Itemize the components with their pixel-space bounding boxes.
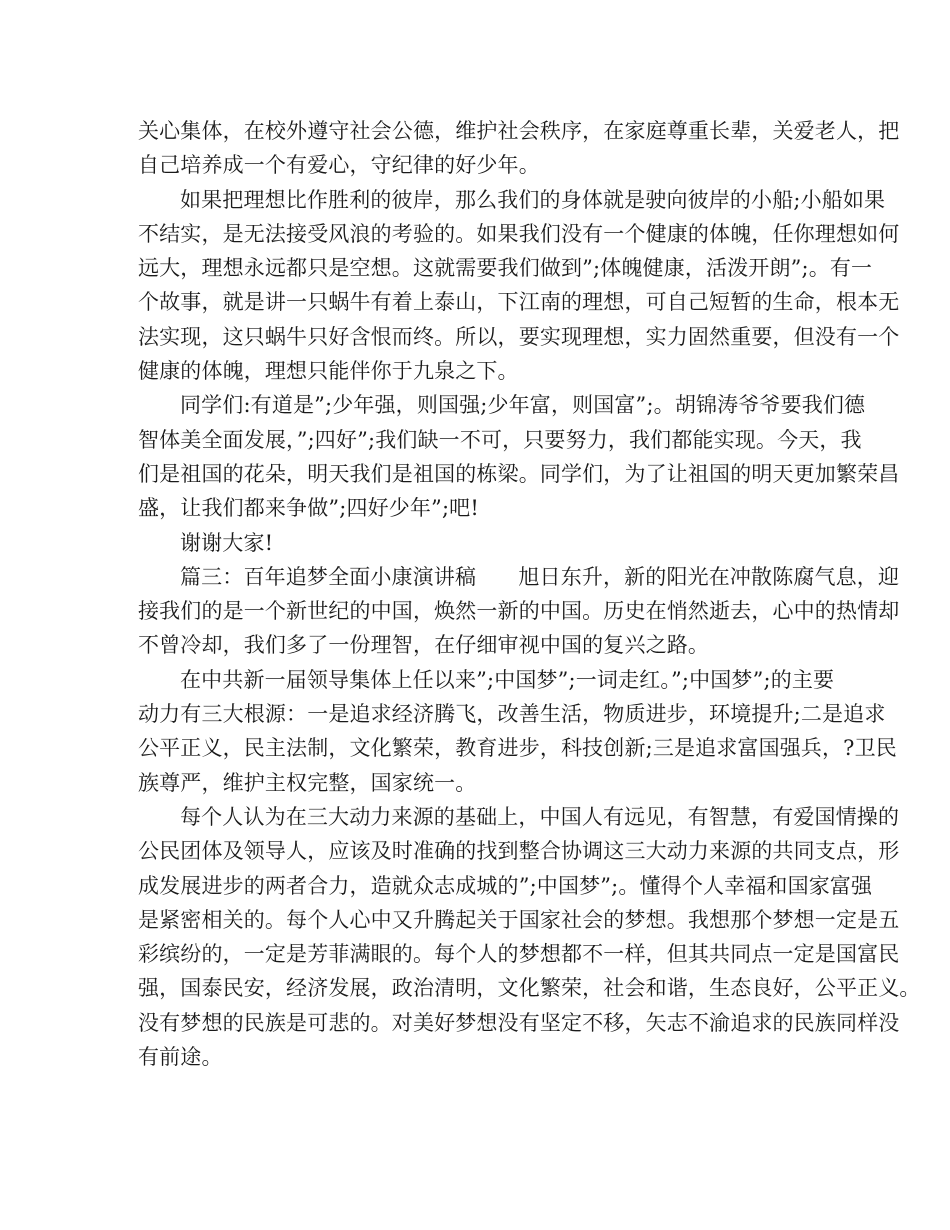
text-line: 强，国泰民安，经济发展，政治清明，文化繁荣，社会和谐，生态良好，公平正义。	[138, 976, 921, 1001]
text-line: 是紧密相关的。每个人心中又升腾起关于国家社会的梦想。我想那个梦想一定是五	[138, 907, 900, 932]
paragraph	[138, 560, 900, 663]
text-line: 谢谢大家!	[180, 530, 274, 555]
paragraph	[138, 114, 900, 183]
text-line: 智体美全面发展，”;四好”;我们缺一不可，只要努力，我们都能实现。今天，我	[138, 427, 862, 452]
paragraph	[138, 388, 900, 525]
text-line: 成发展进步的两者合力，造就众志成城的”;中国梦”;。懂得个人幸福和国家富强	[138, 873, 873, 898]
paragraph	[138, 183, 900, 389]
text-line: 法实现，这只蜗牛只好含恨而终。所以，要实现理想，实力固然重要，但没有一个	[138, 324, 900, 349]
text-line: 不曾冷却，我们多了一份理智，在仔细审视中国的复兴之路。	[138, 633, 710, 658]
text-line: 不结实，是无法接受风浪的考验的。如果我们没有一个健康的体魄，任你理想如何	[138, 221, 900, 246]
text-line: 们是祖国的花朵，明天我们是祖国的栋梁。同学们，为了让祖国的明天更加繁荣昌	[138, 461, 900, 486]
text-line: 族尊严，维护主权完整，国家统一。	[138, 770, 477, 795]
text-line: 彩缤纷的，一定是芳菲满眼的。每个人的梦想都不一样，但其共同点一定是国富民	[138, 942, 900, 967]
text-line: 如果把理想比作胜利的彼岸，那么我们的身体就是驶向彼岸的小船;小船如果	[180, 187, 886, 212]
text-line: 篇三：百年追梦全面小康演讲稿 旭日东升，新的阳光在冲散陈腐气息，迎	[180, 564, 900, 589]
text-line: 没有梦想的民族是可悲的。对美好梦想没有坚定不移，矢志不渝追求的民族同样没	[138, 1010, 900, 1035]
text-line: 自己培养成一个有爱心，守纪律的好少年。	[138, 153, 540, 178]
document-body	[138, 114, 921, 1074]
text-line: 动力有三大根源：一是追求经济腾飞，改善生活，物质进步，环境提升;二是追求	[138, 702, 886, 727]
text-line: 接我们的是一个新世纪的中国，焕然一新的中国。历史在悄然逝去，心中的热情却	[138, 599, 900, 624]
text-line: 健康的体魄，理想只能伴你于九泉之下。	[138, 359, 519, 384]
text-line: 个故事，就是讲一只蜗牛有着上泰山，下江南的理想，可自己短暂的生命，根本无	[138, 290, 900, 315]
paragraph	[138, 526, 814, 560]
text-line: 公平正义，民主法制，文化繁荣，教育进步，科技创新;三是追求富国强兵，?卫民	[138, 736, 897, 761]
paragraph	[138, 663, 897, 800]
text-line: 关心集体，在校外遵守社会公德，维护社会秩序，在家庭尊重长辈，关爱老人，把	[138, 119, 900, 143]
text-line: 盛，让我们都来争做”;四好少年”;吧!	[138, 496, 479, 521]
text-line: 在中共新一届领导集体上任以来”;中国梦”;一词走红。”;中国梦”;的主要	[180, 667, 835, 692]
paragraph	[138, 800, 921, 1074]
text-line: 同学们:有道是”;少年强，则国强;少年富，则国富”;。胡锦涛爷爷要我们德	[180, 393, 866, 418]
text-line: 公民团体及领导人，应该及时准确的找到整合协调这三大动力来源的共同支点，形	[138, 839, 900, 864]
text-line: 远大，理想永远都只是空想。这就需要我们做到”;体魄健康，活泼开朗”;。有一	[138, 256, 873, 281]
text-line: 有前途。	[138, 1045, 223, 1070]
text-line: 每个人认为在三大动力来源的基础上，中国人有远见，有智慧，有爱国情操的	[180, 804, 900, 829]
